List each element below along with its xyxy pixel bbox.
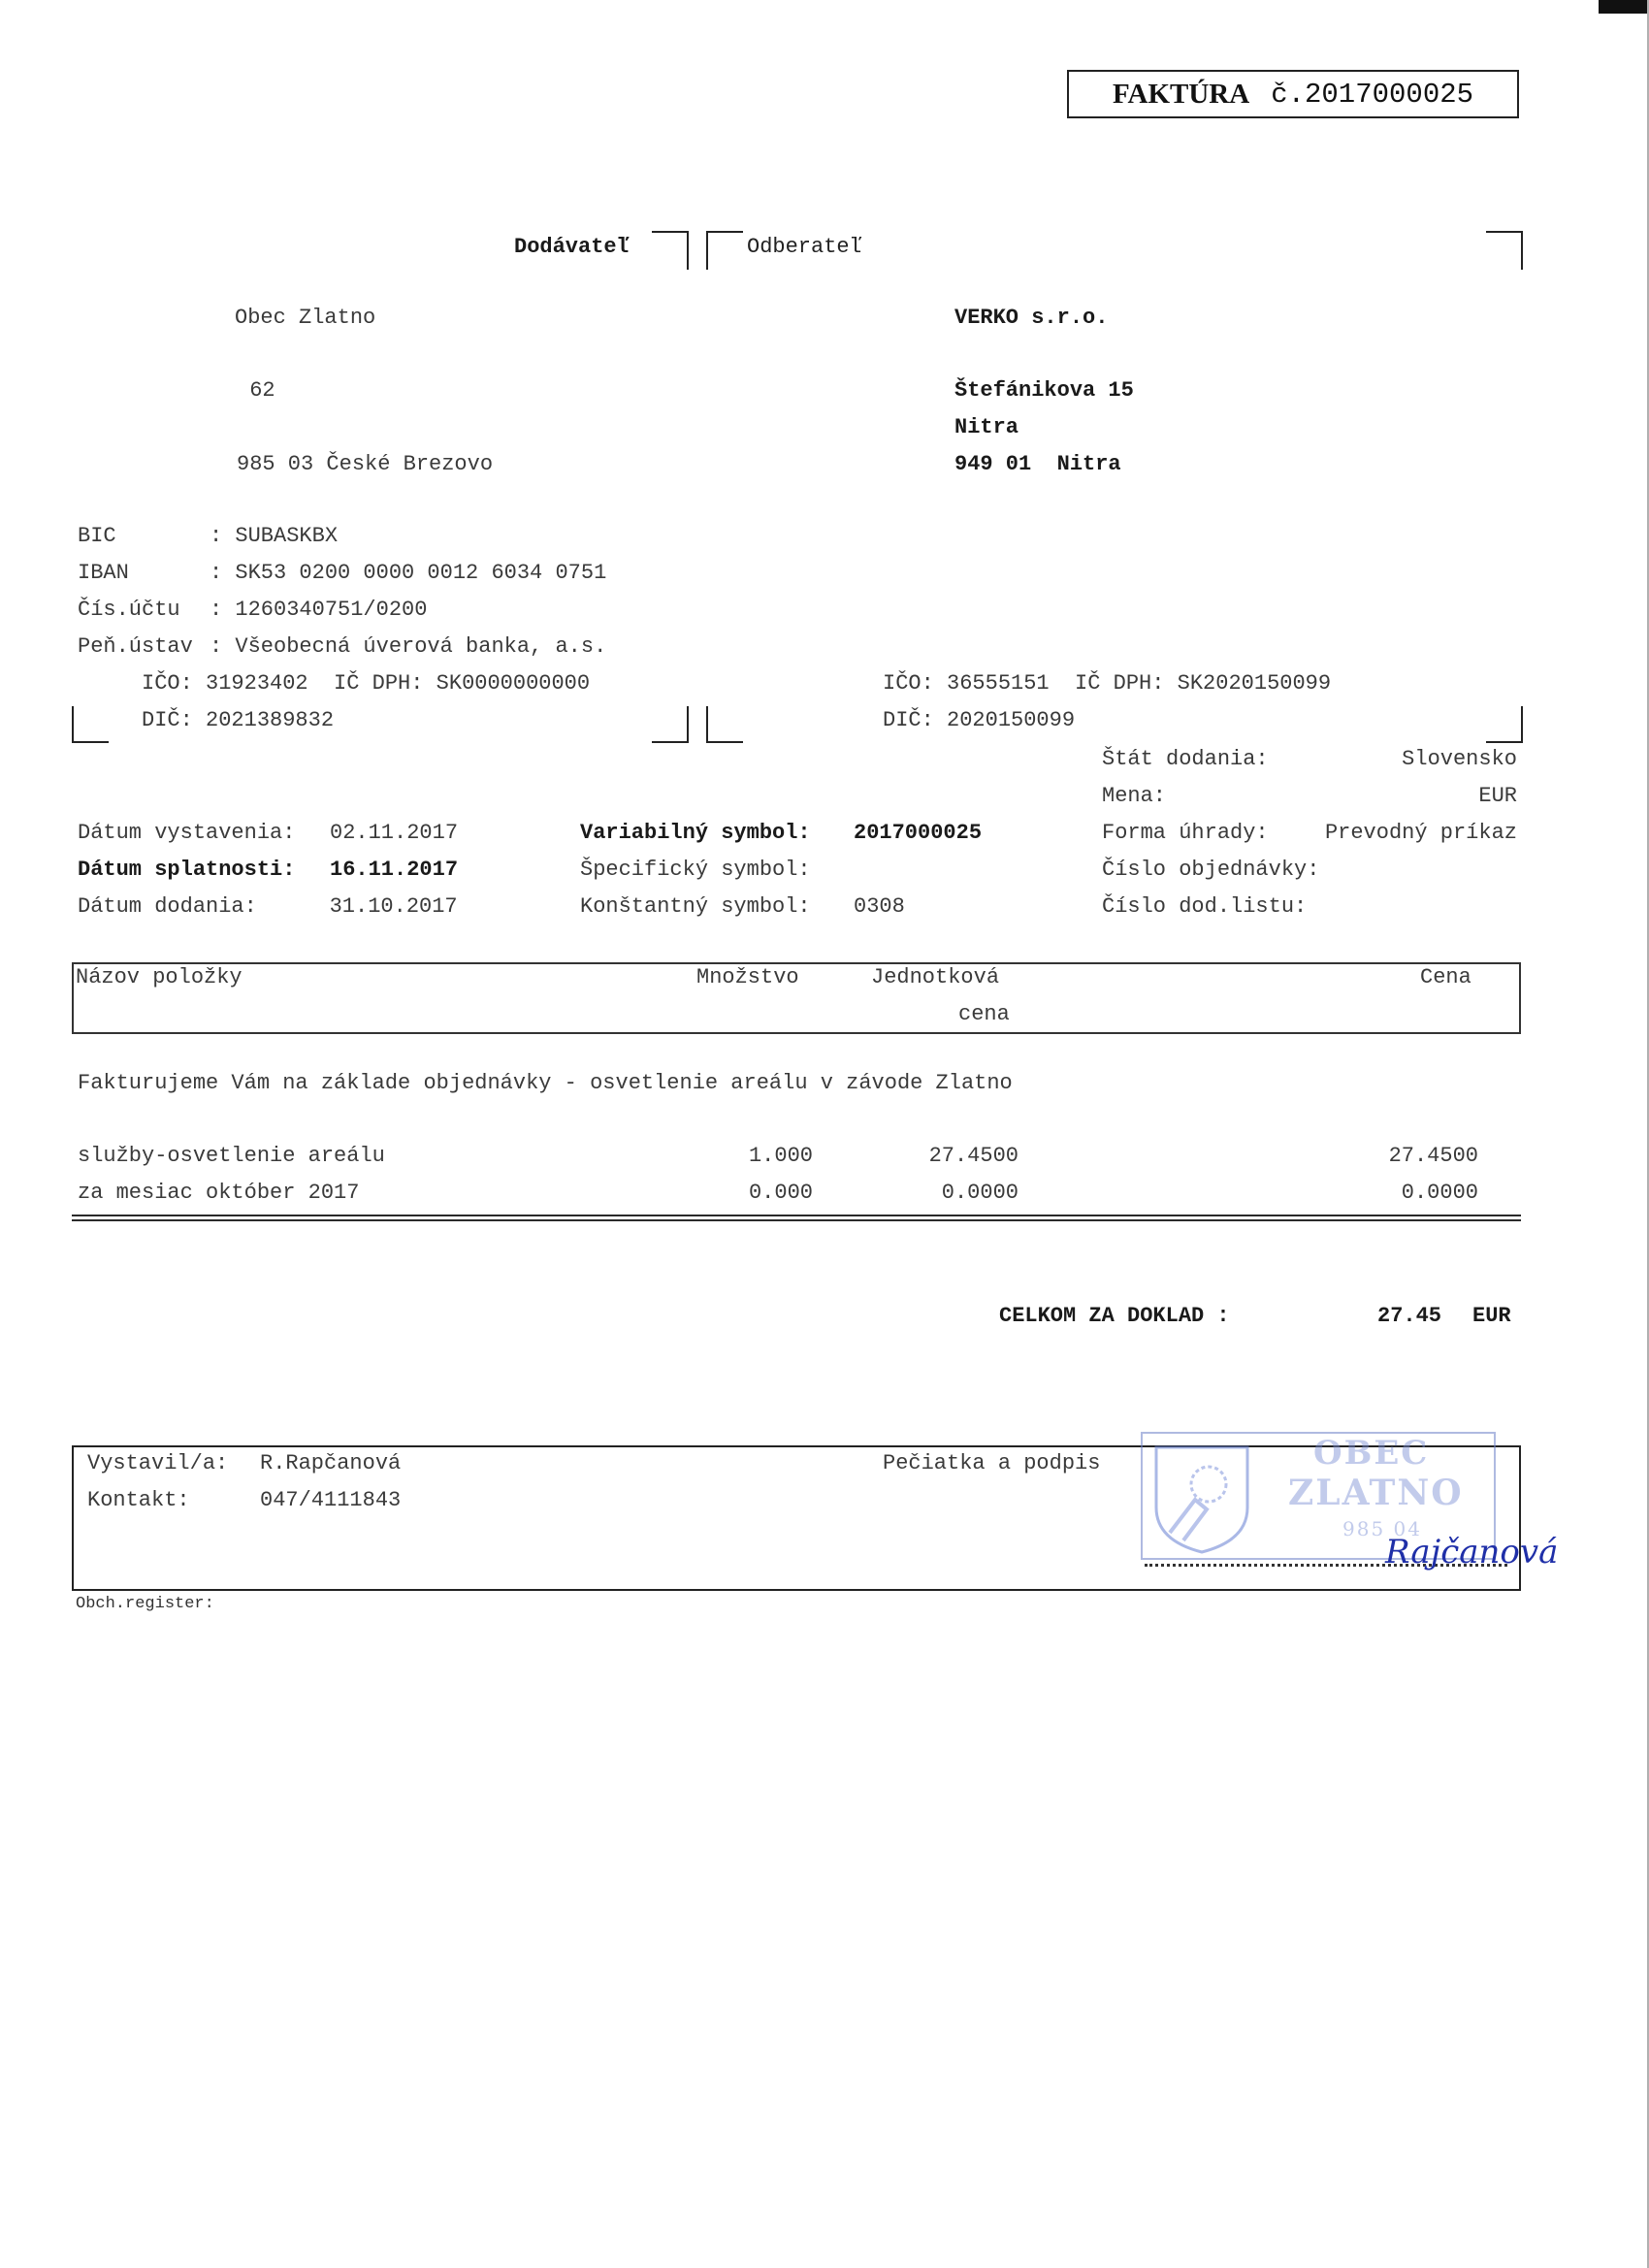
items-bottom-rule-double — [72, 1219, 1521, 1221]
customer-town: Nitra — [954, 415, 1019, 439]
variable-symbol-value: 2017000025 — [854, 821, 983, 845]
specific-symbol-label: Špecifický symbol: — [580, 858, 811, 882]
date-due-label: Dátum splatnosti: — [78, 858, 296, 882]
stamp-line-1: OBEC — [1313, 1434, 1430, 1473]
item-row-1-name: služby-osvetlenie areálu — [78, 1144, 385, 1168]
item-row-2-qty: 0.000 — [748, 1181, 813, 1205]
date-issued-label: Dátum vystavenia: — [78, 821, 296, 845]
item-row-1-price: 27.4500 — [1388, 1144, 1478, 1168]
bank-institution-key: Peň.ústav — [78, 634, 193, 659]
stamp-line-2: ZLATNO — [1288, 1473, 1464, 1513]
bank-iban-key: IBAN — [78, 561, 180, 585]
col-header-price: Cena — [1420, 965, 1471, 989]
bank-bic-value: : SUBASKBX — [210, 524, 339, 548]
item-row-2-price: 0.0000 — [1401, 1181, 1478, 1205]
customer-ico: IČO: 36555151 IČ DPH: SK2020150099 — [883, 671, 1332, 696]
item-row-1-unit: 27.4500 — [928, 1144, 1018, 1168]
items-bottom-rule — [72, 1215, 1521, 1216]
stamp-line-3: 985 04 — [1342, 1517, 1422, 1540]
col-header-unit-price-2: cena — [958, 1002, 1010, 1026]
delivery-note-label: Číslo dod.listu: — [1102, 894, 1308, 919]
delivery-country-value: Slovensko — [1402, 747, 1517, 771]
customer-street: Štefánikova 15 — [954, 378, 1134, 403]
issued-by-value: R.Rapčanová — [260, 1451, 402, 1475]
bank-iban-value: : SK53 0200 0000 0012 6034 0751 — [210, 561, 607, 585]
col-header-unit-price-1: Jednotková — [871, 965, 1000, 989]
contact-label: Kontakt: — [87, 1488, 190, 1512]
total-currency: EUR — [1472, 1304, 1511, 1328]
item-row-2-unit: 0.0000 — [941, 1181, 1018, 1205]
customer-name: VERKO s.r.o. — [954, 306, 1109, 330]
customer-bracket-top-right — [1486, 231, 1523, 270]
supplier-city: 985 03 České Brezovo — [237, 452, 494, 476]
customer-bracket-top-left — [706, 231, 743, 270]
supplier-street: 62 — [237, 378, 275, 403]
stamp-signature-label: Pečiatka a podpis — [883, 1451, 1101, 1475]
customer-bracket-bottom-left — [706, 706, 743, 743]
date-delivery-label: Dátum dodania: — [78, 894, 257, 919]
supplier-name: Obec Zlatno — [235, 306, 376, 330]
delivery-payment-label: Forma úhrady: — [1102, 821, 1269, 845]
supplier-bracket-bottom-right — [652, 706, 689, 743]
handwritten-signature: Rajčanová — [1385, 1533, 1559, 1571]
date-issued-value: 02.11.2017 — [330, 821, 459, 845]
delivery-currency-label: Mena: — [1102, 784, 1167, 808]
delivery-payment-value: Prevodný príkaz — [1324, 821, 1517, 845]
col-header-name: Názov položky — [76, 965, 242, 989]
bank-account-value: : 1260340751/0200 — [210, 598, 428, 622]
bank-institution-value: : Všeobecná úverová banka, a.s. — [210, 634, 607, 659]
constant-symbol-value: 0308 — [854, 894, 905, 919]
item-row-2-name: za mesiac október 2017 — [78, 1181, 360, 1205]
contact-value: 047/4111843 — [260, 1488, 402, 1512]
date-delivery-value: 31.10.2017 — [291, 894, 458, 919]
bank-bic-key: BIC — [78, 524, 180, 548]
customer-dic: DIČ: 2020150099 — [883, 708, 1076, 732]
total-label: CELKOM ZA DOKLAD : — [999, 1304, 1230, 1328]
business-register: Obch.register: — [76, 1595, 214, 1613]
invoice-title — [1067, 70, 1519, 118]
date-due-value: 16.11.2017 — [330, 858, 459, 882]
invoice-title-label: FAKTÚRA — [1112, 78, 1250, 110]
customer-bracket-bottom-right — [1486, 706, 1523, 743]
invoice-number: č.2017000025 — [1271, 78, 1474, 111]
bank-account-key: Čís.účtu — [78, 598, 193, 622]
supplier-bracket-top-right — [652, 231, 689, 270]
delivery-country-label: Štát dodania: — [1102, 747, 1269, 771]
items-intro: Fakturujeme Vám na základe objednávky - osvetlenie areálu v závode Zlatno — [78, 1071, 1013, 1095]
delivery-order-label: Číslo objednávky: — [1102, 858, 1320, 882]
supplier-heading: Dodávateľ — [514, 235, 630, 259]
customer-city: 949 01 Nitra — [954, 452, 1121, 476]
customer-heading: Odberateľ — [747, 235, 862, 259]
delivery-currency-value: EUR — [1478, 784, 1517, 808]
issued-by-label: Vystavil/a: — [87, 1451, 229, 1475]
col-header-quantity: Množstvo — [696, 965, 799, 989]
variable-symbol-label: Variabilný symbol: — [580, 821, 811, 845]
supplier-ico: IČO: 31923402 IČ DPH: SK0000000000 — [78, 671, 591, 696]
constant-symbol-label: Konštantný symbol: — [580, 894, 811, 919]
total-amount: 27.45 — [1377, 1304, 1442, 1328]
scan-edge-mark — [1599, 0, 1649, 14]
supplier-dic: DIČ: 2021389832 — [78, 708, 335, 732]
coat-of-arms-icon — [1148, 1440, 1255, 1556]
item-row-1-qty: 1.000 — [748, 1144, 813, 1168]
